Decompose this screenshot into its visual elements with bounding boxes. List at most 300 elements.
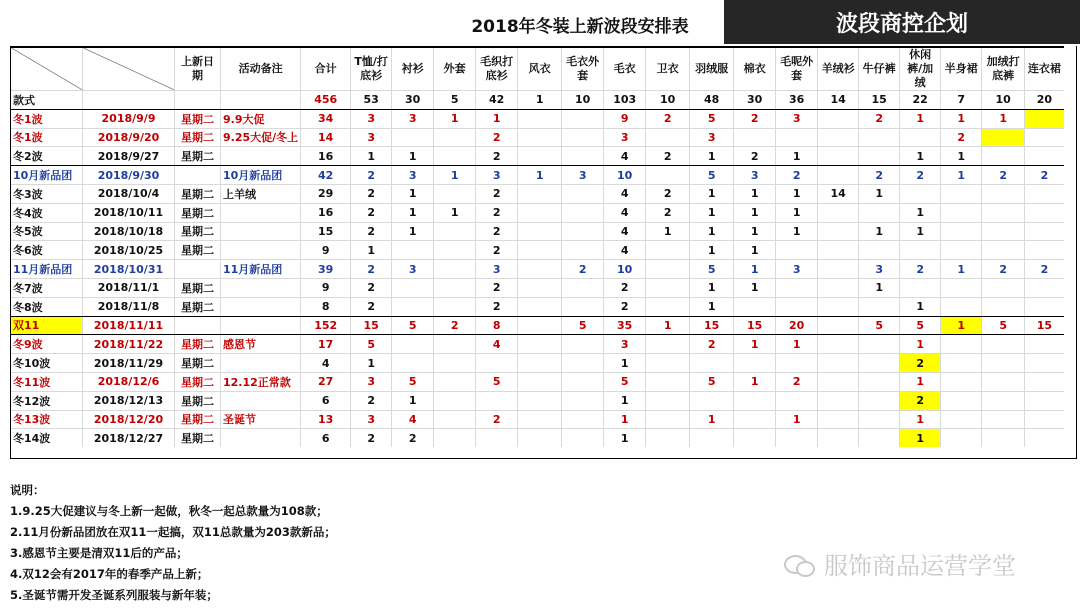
value-cell (392, 297, 434, 316)
value-cell: 1 (776, 147, 818, 166)
date-cell: 2018/11/8 (83, 297, 175, 316)
corner-cell (83, 47, 175, 91)
weekday-cell: 星期二 (175, 391, 221, 410)
value-cell (859, 429, 900, 447)
value-cell: 1 (900, 335, 941, 354)
date-cell: 2018/10/31 (83, 260, 175, 279)
value-cell: 1 (859, 278, 900, 297)
value-cell: 5 (351, 335, 392, 354)
value-cell (818, 241, 859, 260)
note-item: 3.感恩节主要是清双11后的产品； (10, 546, 188, 560)
value-cell: 2 (434, 316, 476, 335)
date-cell: 2018/10/4 (83, 184, 175, 203)
value-cell (982, 222, 1025, 241)
value-cell (1025, 147, 1064, 166)
value-cell: 6 (301, 391, 351, 410)
value-cell: 4 (392, 410, 434, 429)
note-item: 4.双12会有2017年的春季产品上新； (10, 567, 209, 581)
note-cell (221, 203, 301, 222)
date-cell: 2018/9/9 (83, 109, 175, 128)
note-cell: 上羊绒 (221, 184, 301, 203)
value-cell (859, 410, 900, 429)
value-cell (518, 241, 562, 260)
value-cell: 4 (604, 147, 646, 166)
value-cell (434, 429, 476, 447)
value-cell (434, 391, 476, 410)
total-cell: 10 (562, 91, 604, 110)
total-cell: 20 (1025, 91, 1064, 110)
value-cell: 3 (392, 109, 434, 128)
table-row (11, 147, 1064, 166)
note-cell: 感恩节 (221, 335, 301, 354)
column-header: 毛衣 (604, 47, 646, 91)
value-cell (734, 354, 776, 373)
value-cell: 3 (476, 166, 518, 185)
value-cell (776, 391, 818, 410)
value-cell (646, 241, 690, 260)
value-cell (392, 128, 434, 147)
value-cell (776, 297, 818, 316)
value-cell: 2 (734, 147, 776, 166)
value-cell (476, 429, 518, 447)
value-cell (562, 222, 604, 241)
value-cell (518, 128, 562, 147)
value-cell: 16 (301, 147, 351, 166)
column-header: 外套 (434, 47, 476, 91)
watermark-text: 服饰商品运营学堂 (824, 552, 1016, 580)
value-cell (434, 260, 476, 279)
weekday-cell: 星期二 (175, 297, 221, 316)
value-cell (982, 429, 1025, 447)
value-cell (776, 354, 818, 373)
note-cell: 12.12正常款 (221, 372, 301, 391)
value-cell (941, 203, 982, 222)
weekday-cell: 星期二 (175, 410, 221, 429)
value-cell: 2 (351, 391, 392, 410)
table-row (11, 372, 1064, 391)
wave-cell: 冬2波 (11, 147, 83, 166)
value-cell: 1 (604, 429, 646, 447)
date-cell: 2018/11/1 (83, 278, 175, 297)
value-cell: 1 (690, 278, 734, 297)
value-cell: 3 (604, 128, 646, 147)
column-header: 羊绒衫 (818, 47, 859, 91)
value-cell (1025, 391, 1064, 410)
value-cell: 42 (301, 166, 351, 185)
value-cell (434, 128, 476, 147)
value-cell (562, 410, 604, 429)
column-header: 连衣裙 (1025, 47, 1064, 91)
date-cell: 2018/11/29 (83, 354, 175, 373)
value-cell: 2 (351, 166, 392, 185)
value-cell: 2 (900, 354, 941, 373)
value-cell: 5 (690, 260, 734, 279)
value-cell (646, 278, 690, 297)
value-cell: 1 (392, 147, 434, 166)
wave-cell: 冬3波 (11, 184, 83, 203)
table-row (11, 166, 1064, 185)
value-cell (518, 109, 562, 128)
value-cell: 3 (392, 166, 434, 185)
weekday-cell: 星期二 (175, 241, 221, 260)
value-cell: 1 (776, 335, 818, 354)
value-cell (434, 335, 476, 354)
value-cell (562, 109, 604, 128)
value-cell: 2 (982, 166, 1025, 185)
value-cell: 3 (392, 260, 434, 279)
total-cell: 30 (734, 91, 776, 110)
date-cell: 2018/9/20 (83, 128, 175, 147)
value-cell (859, 391, 900, 410)
value-cell (646, 354, 690, 373)
value-cell: 5 (690, 372, 734, 391)
value-cell (941, 354, 982, 373)
value-cell (941, 241, 982, 260)
value-cell (982, 354, 1025, 373)
value-cell (434, 410, 476, 429)
value-cell (476, 354, 518, 373)
value-cell (562, 241, 604, 260)
empty-cell (221, 91, 301, 110)
value-cell: 2 (776, 372, 818, 391)
value-cell (859, 147, 900, 166)
value-cell (982, 241, 1025, 260)
total-cell: 1 (518, 91, 562, 110)
value-cell: 4 (604, 222, 646, 241)
wave-cell: 冬8波 (11, 297, 83, 316)
value-cell (646, 260, 690, 279)
value-cell (941, 429, 982, 447)
value-cell (434, 184, 476, 203)
value-cell (982, 184, 1025, 203)
value-cell (434, 147, 476, 166)
value-cell (562, 297, 604, 316)
value-cell: 15 (734, 316, 776, 335)
weekday-cell: 星期二 (175, 184, 221, 203)
value-cell (818, 166, 859, 185)
value-cell (1025, 297, 1064, 316)
value-cell: 4 (301, 354, 351, 373)
value-cell (690, 354, 734, 373)
value-cell: 1 (734, 372, 776, 391)
column-header: 加绒打底裤 (982, 47, 1025, 91)
totals-row (11, 91, 1064, 110)
value-cell: 1 (941, 260, 982, 279)
value-cell: 1 (776, 184, 818, 203)
value-cell (941, 410, 982, 429)
table-row (11, 184, 1064, 203)
value-cell (941, 184, 982, 203)
value-cell: 14 (818, 184, 859, 203)
value-cell: 1 (982, 109, 1025, 128)
value-cell (562, 429, 604, 447)
value-cell (392, 278, 434, 297)
value-cell (1025, 278, 1064, 297)
weekday-cell: 星期二 (175, 203, 221, 222)
value-cell (982, 278, 1025, 297)
value-cell: 13 (301, 410, 351, 429)
value-cell (646, 410, 690, 429)
style-label: 款式 (11, 91, 83, 110)
value-cell (900, 128, 941, 147)
wave-cell: 冬11波 (11, 372, 83, 391)
value-cell (982, 297, 1025, 316)
weekday-cell: 星期二 (175, 109, 221, 128)
value-cell (818, 297, 859, 316)
value-cell (1025, 203, 1064, 222)
value-cell (776, 241, 818, 260)
value-cell: 1 (776, 410, 818, 429)
date-cell: 2018/12/6 (83, 372, 175, 391)
value-cell: 3 (562, 166, 604, 185)
value-cell (818, 109, 859, 128)
value-cell: 5 (900, 316, 941, 335)
table-row (11, 297, 1064, 316)
value-cell (1025, 109, 1064, 128)
value-cell: 2 (941, 128, 982, 147)
value-cell: 2 (351, 222, 392, 241)
table-row (11, 203, 1064, 222)
value-cell: 1 (690, 241, 734, 260)
value-cell: 20 (776, 316, 818, 335)
wave-cell: 冬1波 (11, 109, 83, 128)
value-cell: 1 (900, 203, 941, 222)
weekday-cell: 星期二 (175, 222, 221, 241)
wave-cell: 冬6波 (11, 241, 83, 260)
value-cell (518, 222, 562, 241)
watermark (784, 546, 1016, 581)
empty-cell (83, 91, 175, 110)
value-cell (392, 335, 434, 354)
wave-cell: 冬13波 (11, 410, 83, 429)
value-cell: 2 (900, 166, 941, 185)
value-cell: 3 (604, 335, 646, 354)
empty-cell (175, 91, 221, 110)
note-item: 2.11月份新品团放在双11一起搞，双11总款量为203款新品； (10, 525, 336, 539)
value-cell: 16 (301, 203, 351, 222)
weekday-cell: 星期二 (175, 147, 221, 166)
value-cell (859, 335, 900, 354)
wave-cell: 冬9波 (11, 335, 83, 354)
table-row (11, 260, 1064, 279)
value-cell: 1 (518, 166, 562, 185)
value-cell (900, 241, 941, 260)
wave-cell: 冬5波 (11, 222, 83, 241)
value-cell (1025, 222, 1064, 241)
value-cell (646, 372, 690, 391)
value-cell (392, 241, 434, 260)
value-cell (476, 391, 518, 410)
total-cell: 36 (776, 91, 818, 110)
value-cell (518, 354, 562, 373)
value-cell (562, 372, 604, 391)
value-cell (646, 128, 690, 147)
value-cell (518, 316, 562, 335)
value-cell: 2 (646, 109, 690, 128)
date-cell: 2018/12/27 (83, 429, 175, 447)
wechat-icon (784, 553, 814, 575)
column-header: 棉衣 (734, 47, 776, 91)
value-cell: 15 (351, 316, 392, 335)
value-cell: 2 (476, 297, 518, 316)
value-cell (982, 335, 1025, 354)
value-cell (859, 203, 900, 222)
weekday-cell (175, 166, 221, 185)
weekday-cell (175, 316, 221, 335)
value-cell: 2 (476, 241, 518, 260)
value-cell (434, 297, 476, 316)
value-cell (941, 297, 982, 316)
column-header: 卫衣 (646, 47, 690, 91)
value-cell: 2 (476, 410, 518, 429)
value-cell: 1 (734, 260, 776, 279)
value-cell (434, 372, 476, 391)
value-cell (646, 391, 690, 410)
value-cell: 1 (734, 203, 776, 222)
value-cell (518, 260, 562, 279)
value-cell: 1 (900, 222, 941, 241)
header-date: 上新日期 (175, 47, 221, 91)
value-cell: 3 (351, 410, 392, 429)
value-cell (982, 128, 1025, 147)
value-cell (1025, 335, 1064, 354)
value-cell: 5 (604, 372, 646, 391)
value-cell: 3 (690, 128, 734, 147)
value-cell: 1 (941, 316, 982, 335)
value-cell: 6 (301, 429, 351, 447)
value-cell: 1 (392, 222, 434, 241)
value-cell: 35 (604, 316, 646, 335)
value-cell: 3 (351, 128, 392, 147)
value-cell: 1 (900, 410, 941, 429)
value-cell: 2 (351, 297, 392, 316)
value-cell (518, 203, 562, 222)
value-cell: 14 (301, 128, 351, 147)
value-cell: 15 (690, 316, 734, 335)
table-row (11, 354, 1064, 373)
value-cell: 5 (476, 372, 518, 391)
value-cell: 1 (734, 222, 776, 241)
total-cell: 103 (604, 91, 646, 110)
value-cell: 1 (900, 429, 941, 447)
wave-cell: 冬12波 (11, 391, 83, 410)
value-cell: 1 (646, 316, 690, 335)
value-cell (982, 372, 1025, 391)
column-header: T恤/打底衫 (351, 47, 392, 91)
value-cell: 5 (690, 166, 734, 185)
value-cell (1025, 354, 1064, 373)
total-cell: 7 (941, 91, 982, 110)
value-cell (1025, 429, 1064, 447)
value-cell (818, 335, 859, 354)
value-cell: 2 (476, 203, 518, 222)
value-cell (818, 222, 859, 241)
value-cell (392, 354, 434, 373)
value-cell: 29 (301, 184, 351, 203)
column-header: 牛仔裤 (859, 47, 900, 91)
table-row (11, 316, 1064, 335)
column-header: 半身裙 (941, 47, 982, 91)
note-cell (221, 391, 301, 410)
value-cell (818, 372, 859, 391)
value-cell: 3 (476, 260, 518, 279)
value-cell (646, 335, 690, 354)
value-cell (859, 241, 900, 260)
value-cell: 3 (351, 109, 392, 128)
value-cell: 3 (351, 372, 392, 391)
value-cell (818, 410, 859, 429)
table-row (11, 391, 1064, 410)
value-cell: 2 (562, 260, 604, 279)
value-cell: 10 (604, 166, 646, 185)
total-cell: 10 (982, 91, 1025, 110)
value-cell (434, 222, 476, 241)
wave-cell: 冬4波 (11, 203, 83, 222)
wave-cell: 11月新品团 (11, 260, 83, 279)
value-cell (818, 260, 859, 279)
value-cell (982, 410, 1025, 429)
value-cell (818, 147, 859, 166)
value-cell: 1 (900, 297, 941, 316)
note-cell (221, 316, 301, 335)
column-header: 毛织打底衫 (476, 47, 518, 91)
weekday-cell (175, 260, 221, 279)
value-cell: 3 (776, 109, 818, 128)
value-cell: 27 (301, 372, 351, 391)
schedule-table (10, 46, 1064, 447)
value-cell (1025, 184, 1064, 203)
value-cell: 3 (776, 260, 818, 279)
value-cell (434, 278, 476, 297)
value-cell: 4 (604, 241, 646, 260)
notes-section (10, 480, 336, 606)
value-cell (900, 278, 941, 297)
value-cell: 2 (900, 391, 941, 410)
table-row (11, 241, 1064, 260)
value-cell: 2 (646, 184, 690, 203)
total-cell: 48 (690, 91, 734, 110)
value-cell (1025, 410, 1064, 429)
value-cell: 2 (646, 147, 690, 166)
wave-cell: 冬7波 (11, 278, 83, 297)
value-cell: 5 (690, 109, 734, 128)
value-cell (900, 184, 941, 203)
value-cell: 1 (434, 166, 476, 185)
value-cell: 2 (351, 260, 392, 279)
wave-cell: 双11 (11, 316, 83, 335)
column-header: 休闲裤/加绒 (900, 47, 941, 91)
note-cell (221, 241, 301, 260)
value-cell (734, 128, 776, 147)
value-cell: 2 (351, 278, 392, 297)
value-cell: 15 (1025, 316, 1064, 335)
value-cell (690, 429, 734, 447)
note-cell: 9.25大促/冬上 (221, 128, 301, 147)
value-cell: 8 (476, 316, 518, 335)
date-cell: 2018/12/20 (83, 410, 175, 429)
value-cell: 4 (476, 335, 518, 354)
value-cell: 2 (476, 128, 518, 147)
column-header: 风衣 (518, 47, 562, 91)
note-cell: 10月新品团 (221, 166, 301, 185)
value-cell: 2 (690, 335, 734, 354)
value-cell: 2 (476, 147, 518, 166)
value-cell: 2 (351, 203, 392, 222)
value-cell: 2 (1025, 166, 1064, 185)
value-cell: 15 (301, 222, 351, 241)
value-cell: 1 (690, 184, 734, 203)
value-cell: 1 (604, 391, 646, 410)
